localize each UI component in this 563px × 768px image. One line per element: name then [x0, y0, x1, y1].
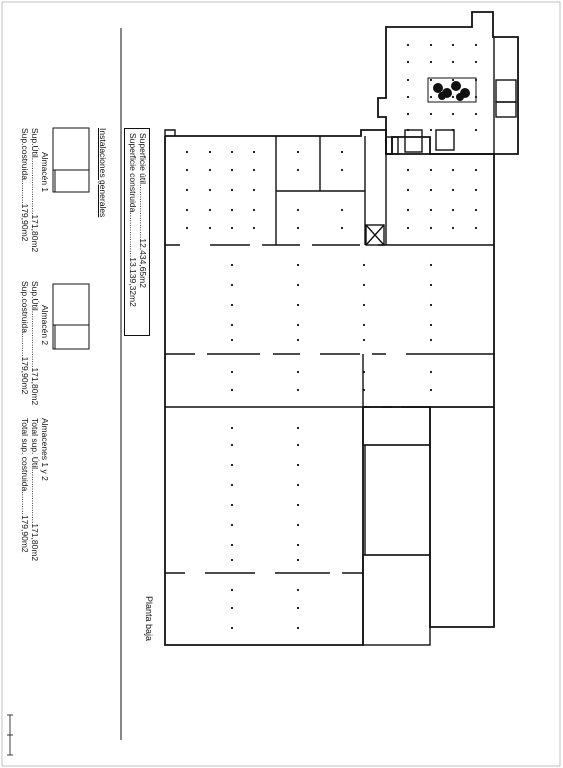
column-dot [297, 484, 299, 486]
column-dot [407, 227, 409, 229]
column-dot [231, 209, 233, 211]
interior-walls [165, 37, 516, 645]
column-dot [430, 113, 432, 115]
column-dot [297, 444, 299, 446]
column-dot [231, 607, 233, 609]
column-dot [475, 189, 477, 191]
column-dot [452, 227, 454, 229]
column-dot [297, 627, 299, 629]
column-dot [452, 61, 454, 63]
column-dot [475, 79, 477, 81]
column-dot [430, 79, 432, 81]
warehouse-1-name: Almacén 1 [40, 152, 50, 193]
column-dot [452, 113, 454, 115]
column-dot [231, 504, 233, 506]
column-dot [297, 504, 299, 506]
column-dot [452, 44, 454, 46]
column-dot [430, 304, 432, 306]
column-dot [297, 371, 299, 373]
column-dot [231, 371, 233, 373]
column-dot [475, 129, 477, 131]
column-dot [407, 61, 409, 63]
column-dot [297, 464, 299, 466]
column-dot [452, 96, 454, 98]
column-dot [186, 151, 188, 153]
column-dot [209, 151, 211, 153]
column-dot [430, 44, 432, 46]
warehouse-2-icon [53, 284, 89, 349]
general-installations-heading: Instalaciones generales [98, 128, 108, 218]
column-dot [231, 284, 233, 286]
column-dot [186, 189, 188, 191]
column-dot [231, 444, 233, 446]
column-dot [253, 209, 255, 211]
column-dot [231, 304, 233, 306]
column-dot [297, 209, 299, 211]
column-dot [209, 169, 211, 171]
column-dot [475, 169, 477, 171]
column-dot [430, 169, 432, 171]
column-dot [186, 227, 188, 229]
column-dot [231, 627, 233, 629]
column-dot [452, 79, 454, 81]
planter [428, 78, 476, 102]
column-dot [231, 427, 233, 429]
column-dot [297, 304, 299, 306]
column-dot [297, 427, 299, 429]
column-dot [253, 227, 255, 229]
column-dot [430, 324, 432, 326]
warehouse-2-block [20, 281, 50, 405]
warehouses-total-useful: Total sup. Útil.......................171,80m2 [30, 418, 40, 562]
column-dot [407, 189, 409, 191]
column-dot [430, 389, 432, 391]
column-dot [231, 389, 233, 391]
column-dot [407, 129, 409, 131]
column-dot [430, 189, 432, 191]
warehouse-1-built: Sup.costruida..........179,90m2 [20, 128, 30, 242]
column-dot [430, 339, 432, 341]
structural-columns [186, 44, 477, 629]
column-dot [430, 209, 432, 211]
column-dot [186, 169, 188, 171]
column-dot [231, 559, 233, 561]
column-dot [209, 189, 211, 191]
warehouses-total-block [20, 418, 50, 561]
warehouse-1-useful: Sup.Útil........................171,80m2 [30, 128, 40, 253]
column-dot [231, 324, 233, 326]
column-dot [363, 389, 365, 391]
column-dot [363, 304, 365, 306]
column-dot [452, 169, 454, 171]
column-dot [475, 96, 477, 98]
column-dot [407, 113, 409, 115]
built-area-label: Superficie construida...................13.139,32m2 [128, 133, 138, 307]
warehouse-2-name: Almacén 2 [40, 305, 50, 346]
warehouse-1-icon [53, 128, 89, 192]
column-dot [407, 209, 409, 211]
column-dot [231, 464, 233, 466]
column-dot [209, 227, 211, 229]
column-dot [297, 524, 299, 526]
column-dot [430, 371, 432, 373]
sheet-frame [2, 2, 560, 766]
column-dot [297, 559, 299, 561]
column-dot [297, 389, 299, 391]
column-dot [430, 284, 432, 286]
column-dot [407, 169, 409, 171]
warehouses-total-built: Total sup. costruida..........179,90m2 [20, 418, 30, 553]
area-summary-box [124, 128, 150, 336]
column-dot [231, 544, 233, 546]
column-dot [475, 61, 477, 63]
column-dot [297, 339, 299, 341]
column-dot [452, 209, 454, 211]
column-dot [475, 209, 477, 211]
column-dot [231, 169, 233, 171]
column-dot [363, 284, 365, 286]
column-dot [297, 264, 299, 266]
column-dot [297, 169, 299, 171]
column-dot [297, 589, 299, 591]
column-dot [209, 209, 211, 211]
column-dot [452, 189, 454, 191]
column-dot [231, 589, 233, 591]
useful-area-label: Superficie útil.......................12.434,65m2 [138, 133, 148, 288]
column-dot [297, 227, 299, 229]
column-dot [430, 264, 432, 266]
warehouse-1-block [20, 128, 50, 252]
column-dot [475, 113, 477, 115]
column-dot [253, 169, 255, 171]
column-dot [341, 227, 343, 229]
column-dot [363, 324, 365, 326]
column-dot [186, 209, 188, 211]
building-outline [165, 12, 518, 645]
column-dot [430, 129, 432, 131]
warehouse-2-useful: Sup.Útil........................171,80m2 [30, 281, 40, 406]
column-dot [253, 151, 255, 153]
column-dot [430, 227, 432, 229]
warehouse-2-built: Sup.costruida..........179,90m2 [20, 281, 30, 395]
plan-title: Planta baja [144, 596, 154, 642]
scale-bar [7, 715, 13, 755]
column-dot [407, 96, 409, 98]
column-dot [341, 151, 343, 153]
column-dot [363, 371, 365, 373]
column-dot [231, 264, 233, 266]
column-dot [363, 264, 365, 266]
column-dot [430, 61, 432, 63]
column-dot [297, 544, 299, 546]
column-dot [341, 169, 343, 171]
column-dot [297, 324, 299, 326]
column-dot [253, 189, 255, 191]
column-dot [363, 339, 365, 341]
column-dot [452, 129, 454, 131]
column-dot [231, 227, 233, 229]
column-dot [231, 484, 233, 486]
column-dot [430, 96, 432, 98]
column-dot [407, 79, 409, 81]
column-dot [341, 209, 343, 211]
warehouses-total-name: Almacenes 1 y 2 [40, 418, 50, 481]
column-dot [475, 227, 477, 229]
column-dot [231, 189, 233, 191]
column-dot [231, 339, 233, 341]
column-dot [297, 607, 299, 609]
column-dot [231, 524, 233, 526]
column-dot [231, 151, 233, 153]
column-dot [407, 44, 409, 46]
column-dot [475, 44, 477, 46]
column-dot [297, 284, 299, 286]
column-dot [297, 151, 299, 153]
